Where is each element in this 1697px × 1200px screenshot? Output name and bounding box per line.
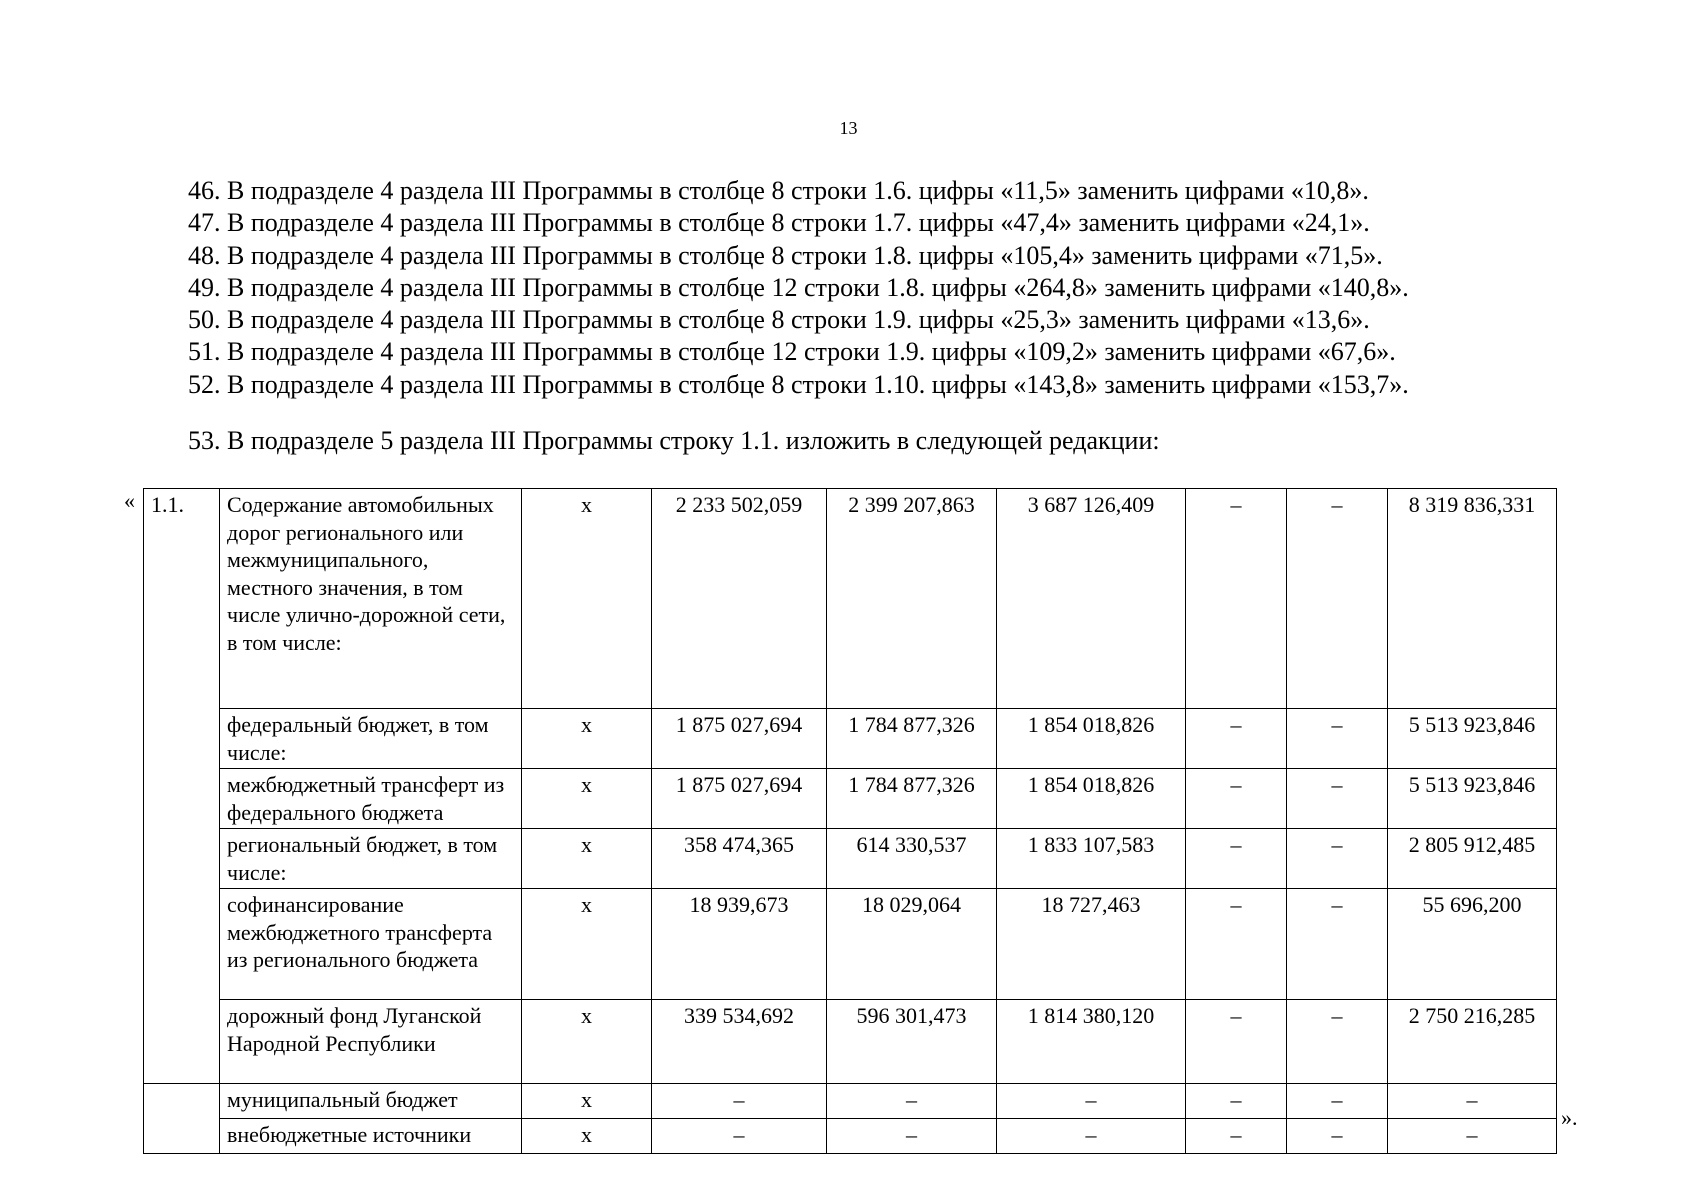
amendment-52: 52. В подразделе 4 раздела III Программы в столбце 8 строки 1.10. цифры «143,8» заменить цифрами «153,7». <box>188 369 1409 399</box>
row-label: Содержание автомобильных дорог регионального или межмуниципального, местного значения, в том числе улично-дорожной сети, в том числе: <box>220 489 522 709</box>
row-label: дорожный фонд Луганской Народной Республики <box>220 1000 522 1084</box>
value-cell: – <box>827 1084 997 1119</box>
value-cell: – <box>1186 709 1287 769</box>
value-cell: 1 875 027,694 <box>652 769 827 829</box>
row-number-cell: 1.1. <box>144 489 220 1084</box>
row-label: внебюджетные источники <box>220 1119 522 1154</box>
row-number-cell-empty <box>144 1084 220 1154</box>
value-cell: 1 875 027,694 <box>652 709 827 769</box>
value-cell: – <box>1287 709 1388 769</box>
value-cell: – <box>1186 1000 1287 1084</box>
x-cell: х <box>522 1119 652 1154</box>
table-row <box>144 829 1557 889</box>
amendment-48: 48. В подразделе 4 раздела III Программы в столбце 8 строки 1.8. цифры «105,4» заменить цифрами «71,5». <box>188 240 1383 270</box>
value-cell: 2 233 502,059 <box>652 489 827 709</box>
amendment-50: 50. В подразделе 4 раздела III Программы в столбце 8 строки 1.9. цифры «25,3» заменить цифрами «13,6». <box>188 305 1370 335</box>
value-cell: – <box>1186 769 1287 829</box>
total-cell: 55 696,200 <box>1388 889 1557 1000</box>
row-label: софинансирование межбюджетного трансферта из регионального бюджета <box>220 889 522 1000</box>
value-cell: 596 301,473 <box>827 1000 997 1084</box>
value-cell: 614 330,537 <box>827 829 997 889</box>
value-cell: 3 687 126,409 <box>997 489 1186 709</box>
total-cell: – <box>1388 1119 1557 1154</box>
x-cell: х <box>522 709 652 769</box>
budget-table <box>143 488 1557 1154</box>
value-cell: – <box>1186 1119 1287 1154</box>
table-row <box>144 1000 1557 1084</box>
row-label: региональный бюджет, в том числе: <box>220 829 522 889</box>
value-cell: 2 399 207,863 <box>827 489 997 709</box>
amendment-47: 47. В подразделе 4 раздела III Программы в столбце 8 строки 1.7. цифры «47,4» заменить цифрами «24,1». <box>188 208 1370 238</box>
value-cell: – <box>1287 889 1388 1000</box>
table-row <box>144 1119 1557 1154</box>
amendment-51: 51. В подразделе 4 раздела III Программы в столбце 12 строки 1.9. цифры «109,2» заменить цифрами «67,6». <box>188 337 1396 367</box>
row-label: межбюджетный трансферт из федерального бюджета <box>220 769 522 829</box>
amendment-53: 53. В подразделе 5 раздела III Программы строку 1.1. изложить в следующей редакции: <box>188 426 1160 455</box>
table-row <box>144 489 1557 709</box>
page-number: 13 <box>839 118 858 138</box>
x-cell: х <box>522 1000 652 1084</box>
value-cell: – <box>997 1119 1186 1154</box>
value-cell: 18 939,673 <box>652 889 827 1000</box>
value-cell: 1 833 107,583 <box>997 829 1186 889</box>
value-cell: 358 474,365 <box>652 829 827 889</box>
value-cell: 1 854 018,826 <box>997 709 1186 769</box>
x-cell: х <box>522 829 652 889</box>
value-cell: – <box>652 1119 827 1154</box>
x-cell: х <box>522 489 652 709</box>
total-cell: 2 750 216,285 <box>1388 1000 1557 1084</box>
table-row <box>144 1084 1557 1119</box>
total-cell: 5 513 923,846 <box>1388 709 1557 769</box>
value-cell: 1 854 018,826 <box>997 769 1186 829</box>
value-cell: – <box>1186 829 1287 889</box>
value-cell: – <box>652 1084 827 1119</box>
value-cell: 339 534,692 <box>652 1000 827 1084</box>
opening-quote: « <box>124 488 135 513</box>
row-label: муниципальный бюджет <box>220 1084 522 1119</box>
value-cell: 18 727,463 <box>997 889 1186 1000</box>
value-cell: – <box>1186 1084 1287 1119</box>
value-cell: – <box>1287 1084 1388 1119</box>
x-cell: х <box>522 1084 652 1119</box>
amendments-list <box>188 175 1588 401</box>
amendment-46: 46. В подразделе 4 раздела III Программы в столбце 8 строки 1.6. цифры «11,5» заменить цифрами «10,8». <box>188 176 1369 205</box>
table-row <box>144 769 1557 829</box>
total-cell: 5 513 923,846 <box>1388 769 1557 829</box>
value-cell: 1 814 380,120 <box>997 1000 1186 1084</box>
value-cell: 1 784 877,326 <box>827 709 997 769</box>
x-cell: х <box>522 769 652 829</box>
amendment-49: 49. В подразделе 4 раздела III Программы в столбце 12 строки 1.8. цифры «264,8» заменить цифрами «140,8». <box>188 272 1409 302</box>
value-cell: – <box>1186 489 1287 709</box>
value-cell: – <box>1287 1000 1388 1084</box>
value-cell: – <box>1287 829 1388 889</box>
total-cell: 8 319 836,331 <box>1388 489 1557 709</box>
value-cell: – <box>1287 1119 1388 1154</box>
table-row <box>144 709 1557 769</box>
value-cell: 1 784 877,326 <box>827 769 997 829</box>
value-cell: – <box>1287 489 1388 709</box>
closing-quote: ». <box>1561 1105 1578 1130</box>
x-cell: х <box>522 889 652 1000</box>
total-cell: – <box>1388 1084 1557 1119</box>
value-cell: – <box>1287 769 1388 829</box>
row-label: федеральный бюджет, в том числе: <box>220 709 522 769</box>
value-cell: 18 029,064 <box>827 889 997 1000</box>
value-cell: – <box>1186 889 1287 1000</box>
total-cell: 2 805 912,485 <box>1388 829 1557 889</box>
table-row <box>144 889 1557 1000</box>
value-cell: – <box>827 1119 997 1154</box>
value-cell: – <box>997 1084 1186 1119</box>
